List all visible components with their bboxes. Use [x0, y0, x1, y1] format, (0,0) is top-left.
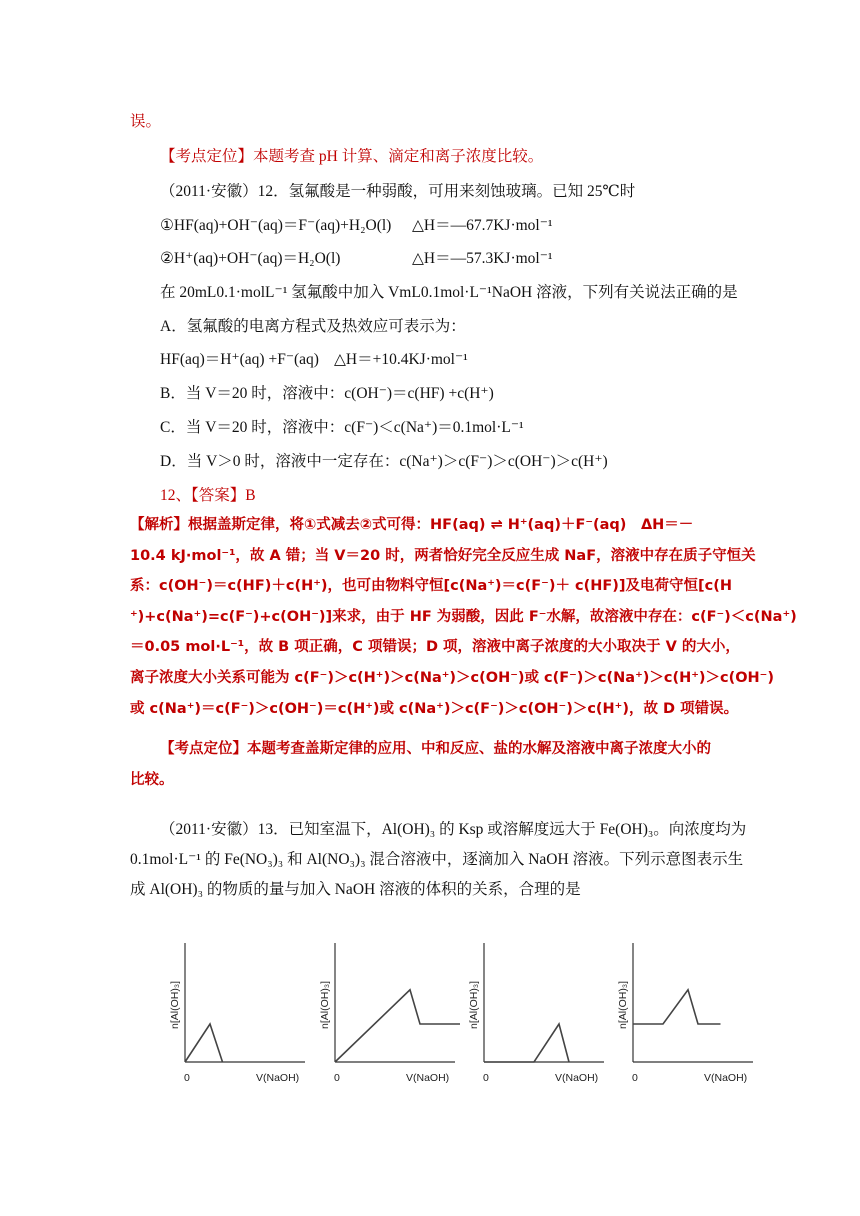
equation-1: ①HF(aq)+OH⁻(aq)＝F⁻(aq)+H₂O(l)	[160, 217, 392, 234]
x-axis-label: V(NaOH)	[406, 1072, 450, 1084]
origin-label: 0	[184, 1072, 190, 1084]
answer-12: 12、【答案】B	[160, 487, 256, 504]
analysis-line: 比较。	[130, 771, 174, 788]
analysis-line: 离子浓度大小关系可能为 c(F⁻)＞c(H⁺)＞c(Na⁺)＞c(OH⁻)或 c(F⁻)＞c(Na⁺)＞c(H⁺)＞c(OH⁻)	[130, 669, 774, 686]
origin-label: 0	[334, 1072, 340, 1084]
analysis-line: ⁺)+c(Na⁺)=c(F⁻)+c(OH⁻)]来求，由于 HF 为弱酸，因此 F⁻水解，故溶液中存在：c(F⁻)＜c(Na⁺)	[130, 608, 797, 625]
chart-a	[160, 935, 320, 1085]
analysis-line: 【考点定位】本题考查盖斯定律的应用、中和反应、盐的水解及溶液中离子浓度大小的	[160, 741, 711, 758]
origin-label: 0	[483, 1072, 489, 1084]
x-axis-label: V(NaOH)	[256, 1072, 300, 1084]
series-line	[633, 990, 721, 1024]
series-line	[484, 1024, 569, 1062]
question-13-line: （2011·安徽）13．已知室温下，Al(OH)₃ 的 Ksp 或溶解度远大于 Fe(OH)₃。向浓度均为	[160, 821, 747, 838]
option-a: A．氢氟酸的电离方程式及热效应可表示为：	[160, 318, 466, 335]
x-axis-label: V(NaOH)	[704, 1072, 748, 1084]
y-axis-label: n[Al(OH)₃]	[617, 980, 629, 1029]
option-d: D．当 V＞0 时，溶液中一定存在：c(Na⁺)＞c(F⁻)＞c(OH⁻)＞c(H⁺)	[160, 453, 608, 470]
chart-svg	[160, 935, 320, 1085]
analysis-line: 【解析】根据盖斯定律，将①式减去②式可得：HF(aq) ⇌ H⁺(aq)＋F⁻(aq) ΔH＝－	[130, 517, 694, 533]
chart-svg	[310, 935, 470, 1085]
question-12-stem: （2011·安徽）12．氢氟酸是一种弱酸，可用来刻蚀玻璃。已知 25℃时	[160, 183, 636, 200]
equation-1-enthalpy: △H＝—67.7KJ·mol⁻¹	[412, 217, 553, 234]
y-axis-label: n[Al(OH)₃]	[319, 980, 331, 1029]
analysis-block	[130, 510, 797, 795]
question-12-condition: 在 20mL0.1·molL⁻¹ 氢氟酸中加入 VmL0.1mol·L⁻¹NaOH 溶液，下列有关说法正确的是	[160, 284, 738, 301]
chart-c	[459, 935, 619, 1085]
option-a-equation: HF(aq)＝H⁺(aq) +F⁻(aq)	[160, 351, 319, 368]
series-line	[185, 1024, 223, 1062]
question-13	[130, 815, 750, 905]
x-axis-label: V(NaOH)	[555, 1072, 599, 1084]
option-a-enthalpy: △H＝+10.4KJ·mol⁻¹	[334, 351, 468, 368]
analysis-line: 系：c(OH⁻)＝c(HF)＋c(H⁺)，也可由物料守恒[c(Na⁺)＝c(F⁻)＋ c(HF)]及电荷守恒[c(H	[130, 578, 732, 595]
analysis-line: 或 c(Na⁺)＝c(F⁻)＞c(OH⁻)＝c(H⁺)或 c(Na⁺)＞c(F⁻)＞c(OH⁻)＞c(H⁺)，故 D 项错误。	[130, 700, 739, 717]
origin-label: 0	[632, 1072, 638, 1084]
equation-2-enthalpy: △H＝—57.3KJ·mol⁻¹	[412, 250, 553, 267]
y-axis-label: n[Al(OH)₃]	[468, 980, 480, 1029]
chart-svg	[459, 935, 619, 1085]
analysis-line: ＝0.05 mol·L⁻¹，故 B 项正确，C 项错误；D 项，溶液中离子浓度的大小取决于 V 的大小，	[130, 639, 740, 656]
option-c: C．当 V＝20 时，溶液中：c(F⁻)＜c(Na⁺)＝0.1mol·L⁻¹	[160, 419, 524, 436]
equation-2: ②H⁺(aq)+OH⁻(aq)＝H₂O(l)	[160, 250, 341, 267]
y-axis-label: n[Al(OH)₃]	[169, 980, 181, 1029]
question-13-line: 0.1mol·L⁻¹ 的 Fe(NO₃)₃ 和 Al(NO₃)₃ 混合溶液中，逐滴加入 NaOH 溶液。下列示意图表示生	[130, 851, 744, 868]
exam-point-1: 【考点定位】本题考查 pH 计算、滴定和离子浓度比较。	[160, 148, 544, 165]
option-b: B．当 V＝20 时，溶液中：c(OH⁻)＝c(HF) +c(H⁺)	[160, 385, 494, 402]
series-line	[335, 990, 460, 1062]
question-13-line: 成 Al(OH)₃ 的物质的量与加入 NaOH 溶液的体积的关系，合理的是	[130, 881, 581, 898]
chart-svg	[608, 935, 768, 1085]
analysis-line: 10.4 kJ·mol⁻¹，故 A 错；当 V＝20 时，两者恰好完全反应生成 NaF，溶液中存在质子守恒关	[130, 547, 756, 564]
chart-d	[608, 935, 768, 1085]
line-1: 误。	[130, 113, 162, 130]
chart-b	[310, 935, 470, 1085]
